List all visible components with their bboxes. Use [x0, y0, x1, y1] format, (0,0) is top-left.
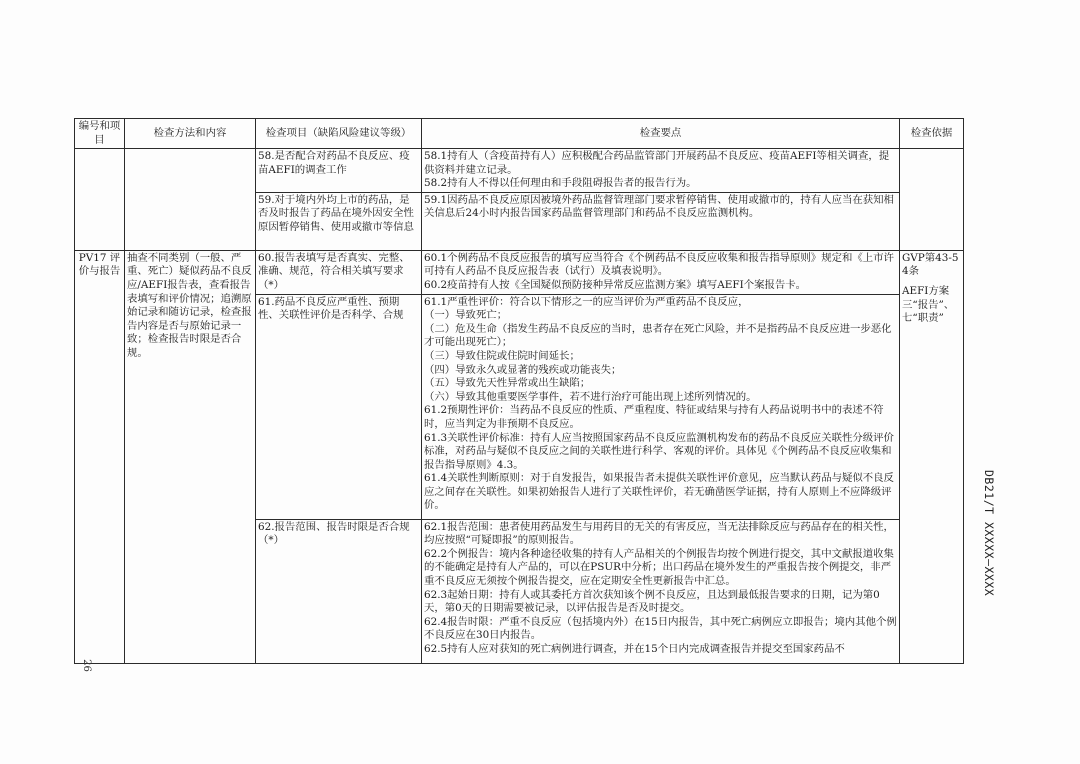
header-points: 检查要点 [422, 119, 900, 149]
points-58 [422, 149, 900, 193]
header-code: 编号和项目 [75, 119, 125, 149]
header-method: 检查方法和内容 [125, 119, 256, 149]
basis-cell-empty [900, 149, 964, 251]
standard-code: DB21/T XXXXX—XXXX [982, 470, 996, 597]
point-62-4: 62.4报告时限：严重不良反应（包括境内外）在15日内报告，其中死亡病例应立即报告；境内其他个例不良反应在30日内报告。 [424, 615, 897, 642]
table-row [75, 250, 964, 294]
header-basis: 检查依据 [900, 119, 964, 149]
point-62-3: 62.3起始日期：持有人或其委托方首次获知该个例不良反应，且达到最低报告要求的日期，记为第0天，第0天的日期需要被记录，以评估报告是否及时提交。 [424, 588, 880, 615]
item-59: 59.对于境内外均上市的药品，是否及时报告了药品在境外因安全性原因暂停销售、使用或撤市等信息 [256, 192, 422, 250]
item-60: 60.报告表填写是否真实、完整、准确、规范，符合相关填写要求（*） [256, 250, 422, 294]
point-58-1: 58.1持有人（含疫苗持有人）应积极配合药品监管部门开展药品不良反应、疫苗AEFI等相关调查，提供资料并建立记录。 [424, 150, 890, 176]
code-cell-empty [75, 149, 125, 251]
point-60-2: 60.2疫苗持有人按《全国疑似预防接种异常反应监测方案》填写AEFI个案报告卡。 [424, 278, 807, 291]
point-61-1-f: （六）导致其他重要医学事件，若不进行治疗可能出现上述所列情况的。 [424, 390, 757, 403]
point-62-1: 62.1报告范围：患者使用药品发生与用药目的无关的有害反应，当无法排除反应与药品存在的相关性，均应按照“可疑即报”的原则报告。 [424, 520, 894, 547]
points-59 [422, 192, 900, 250]
point-61-1: 61.1严重性评价：符合以下情形之一的应当评价为严重药品不良反应， [424, 295, 749, 308]
points-61 [422, 294, 900, 519]
basis-gvp: GVP第43-54条 [902, 251, 959, 278]
point-61-1-b: （二）危及生命（指发生药品不良反应的当时，患者存在死亡风险，并不是指药品不良反应进一步恶化才可能出现死亡）； [424, 322, 892, 349]
points-60 [422, 250, 900, 294]
point-61-1-c: （三）导致住院或住院时间延长； [424, 349, 580, 362]
points-62 [422, 519, 900, 663]
point-59-1: 59.1因药品不良反应原因被境外药品监督管理部门要求暂停销售、使用或撤市的，持有人应当在获知相关信息后24小时内报告国家药品监督管理部门和药品不良反应监测机构。 [424, 193, 894, 220]
pv17-basis [900, 250, 964, 663]
basis-aefi: AEFI方案三“报告”、七“职责” [902, 284, 955, 325]
point-61-3: 61.3关联性评价标准：持有人应当按照国家药品不良反应监测机构发布的药品不良反应关联性分级评价标准，对药品与疑似不良反应之间的关联性进行科学、客观的评价。具体见《个例药品不良反应收集和报告指导原则》4.3。 [424, 431, 894, 471]
table-row [75, 149, 964, 193]
inspection-table [74, 118, 964, 664]
header-item: 检查项目（缺陷风险建议等级） [256, 119, 422, 149]
point-61-1-e: （五）导致先天性异常或出生缺陷； [424, 377, 591, 390]
point-61-2: 61.2预期性评价：当药品不良反应的性质、严重程度、特征或结果与持有人药品说明书中的表述不符时，应当判定为非预期不良反应。 [424, 404, 884, 430]
point-61-1-a: （一）导致死亡； [424, 309, 508, 322]
pv17-method: 抽查不同类别（一般、严重、死亡）疑似药品不良反应/AEFI报告表，查看报告表填写和评价情况；追溯原始记录和随访记录，检查报告内容是否与原始记录一致；检查报告时限是否合规。 [125, 250, 256, 663]
point-61-1-d: （四）导致永久或显著的残疾或功能丧失； [424, 363, 622, 376]
method-cell-empty [125, 149, 256, 251]
pv17-code: PV17 评价与报告 [75, 250, 125, 663]
item-61: 61.药品不良反应严重性、预期性、关联性评价是否科学、合规 [256, 294, 422, 519]
point-62-5: 62.5持有人应对获知的死亡病例进行调查，并在15个日内完成调查报告并提交至国家药品不 [424, 642, 845, 655]
point-60-1: 60.1个例药品不良反应报告的填写应当符合《个例药品不良反应收集和报告指导原则》规定和《上市许可持有人药品不良反应报告表（试行）及填表说明》。 [424, 251, 894, 278]
point-61-4: 61.4关联性判断原则：对于自发报告，如果报告者未提供关联性评价意见，应当默认药品与疑似不良反应之间存在关联性。如果初始报告人进行了关联性评价，若无确凿医学证据，持有人原则上不应降级评价。 [424, 472, 894, 512]
item-62: 62.报告范围、报告时限是否合规（*） [256, 519, 422, 663]
point-58-2: 58.2持有人不得以任何理由和手段阻碍报告者的报告行为。 [424, 177, 697, 190]
page-number: 26 [80, 659, 92, 672]
table-header-row [75, 119, 964, 149]
point-62-2: 62.2个例报告：境内各种途径收集的持有人产品相关的个例报告均按个例进行提交，其中文献报道收集的不能确定是持有人产品的，可以在PSUR中分析；出口药品在境外发生的严重报告按个例提交，非严重不良反应无须按个例报告提交，应在定期安全性更新报告中汇总。 [424, 547, 894, 587]
item-58: 58.是否配合对药品不良反应、疫苗AEFI的调查工作 [256, 149, 422, 193]
